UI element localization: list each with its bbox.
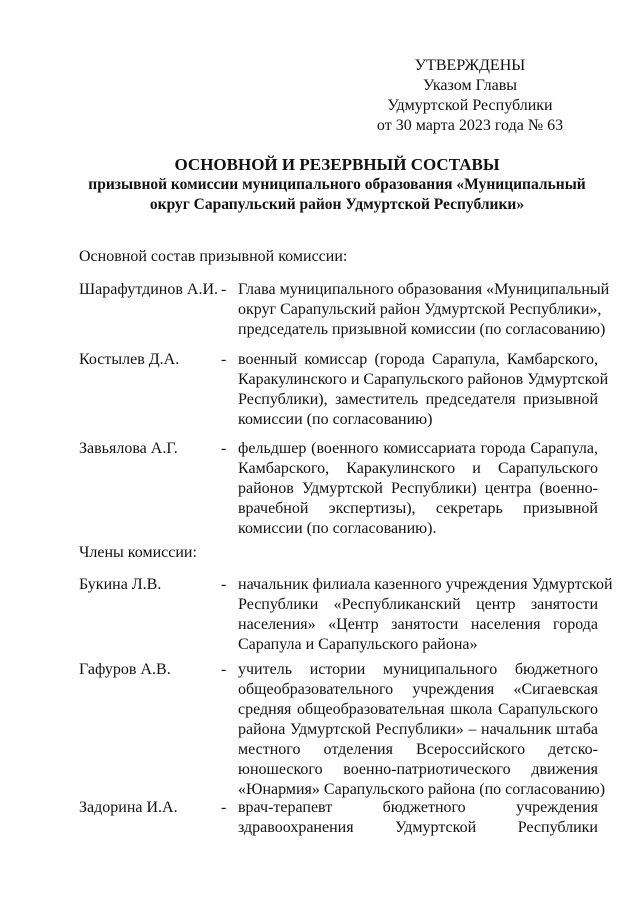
approval-line-4: от 30 марта 2023 года № 63 <box>376 117 564 134</box>
description-line: Глава муниципального образования «Муниципальный <box>238 281 610 298</box>
description-line: начальник филиала казенного учреждения Удмуртской <box>238 576 613 593</box>
description-line: Камбарского, Каракулинского и Сарапульского <box>238 460 598 477</box>
description-line: округ Сарапульский район Удмуртской Республики», <box>238 301 602 318</box>
description-line: военный комиссар (города Сарапула, Камбарского, <box>238 351 598 368</box>
dash-separator: - <box>221 661 227 678</box>
description-line: юношеского военно-патриотического движения <box>238 761 598 778</box>
dash-separator: - <box>221 576 227 593</box>
member-description <box>238 660 606 800</box>
member-name: Букина Л.В. <box>79 576 162 593</box>
dash-separator: - <box>221 351 227 368</box>
description-line: «Юнармия» Сарапульского района (по согласованию) <box>238 781 606 798</box>
title-line-1: ОСНОВНОЙ И РЕЗЕРВНЫЙ СОСТАВЫ <box>174 155 500 174</box>
member-description <box>238 439 598 539</box>
member-name: Гафуров А.В. <box>79 661 171 678</box>
description-line: Республики), заместитель председателя призывной <box>238 391 598 408</box>
member-name: Костылев Д.А. <box>79 351 180 368</box>
description-line: района Удмуртской Республики» – начальник штаба <box>238 721 598 738</box>
member-description <box>238 575 613 655</box>
description-line: Каракулинского и Сарапульского районов Удмуртской <box>238 371 609 388</box>
title-line-3: округ Сарапульский район Удмуртской Республики» <box>149 196 525 213</box>
member-name: Шарафутдинов А.И. <box>79 281 219 298</box>
description-line: средняя общеобразовательная школа Сарапульского <box>238 701 598 718</box>
approval-line-3: Удмуртской Республики <box>387 97 553 114</box>
description-line: председатель призывной комиссии (по согласованию) <box>238 321 606 338</box>
description-line: общеобразовательного учреждения «Сигаевская <box>238 681 598 698</box>
description-line: врач-терапевт бюджетного учреждения <box>238 799 598 816</box>
description-line: населения» «Центр занятости населения города <box>238 616 598 633</box>
member-description <box>238 280 610 340</box>
description-line: фельдшер (военного комиссариата города Сарапула, <box>238 440 598 457</box>
member-description <box>238 350 609 430</box>
description-line: врачебной экспертизы), секретарь призывной <box>238 500 598 517</box>
member-name: Завьялова А.Г. <box>79 440 178 457</box>
dash-separator: - <box>221 281 227 298</box>
section-heading-main: Основной состав призывной комиссии: <box>79 248 348 265</box>
dash-separator: - <box>221 799 227 816</box>
section-heading-members: Члены комиссии: <box>79 544 197 561</box>
dash-separator: - <box>221 440 227 457</box>
description-line: комиссии (по согласованию). <box>238 520 437 537</box>
member-description <box>238 798 598 838</box>
approval-stamp <box>360 56 580 136</box>
description-line: здравоохранения Удмуртской Республики <box>238 819 598 836</box>
description-line: Республики «Республиканский центр занятости <box>238 596 598 613</box>
description-line: районов Удмуртской Республики) центра (военно- <box>238 480 598 497</box>
approval-line-1: УТВЕРЖДЕНЫ <box>414 57 526 74</box>
member-name: Задорина И.А. <box>79 799 178 816</box>
title-line-2: призывной комиссии муниципального образования «Муниципальный <box>88 176 586 193</box>
description-line: местного отделения Всероссийского детско- <box>238 741 598 758</box>
description-line: Сарапула и Сарапульского района» <box>238 636 478 653</box>
document-title <box>40 155 634 215</box>
description-line: комиссии (по согласованию) <box>238 411 433 428</box>
approval-line-2: Указом Главы <box>422 77 518 94</box>
description-line: учитель истории муниципального бюджетного <box>238 661 598 678</box>
